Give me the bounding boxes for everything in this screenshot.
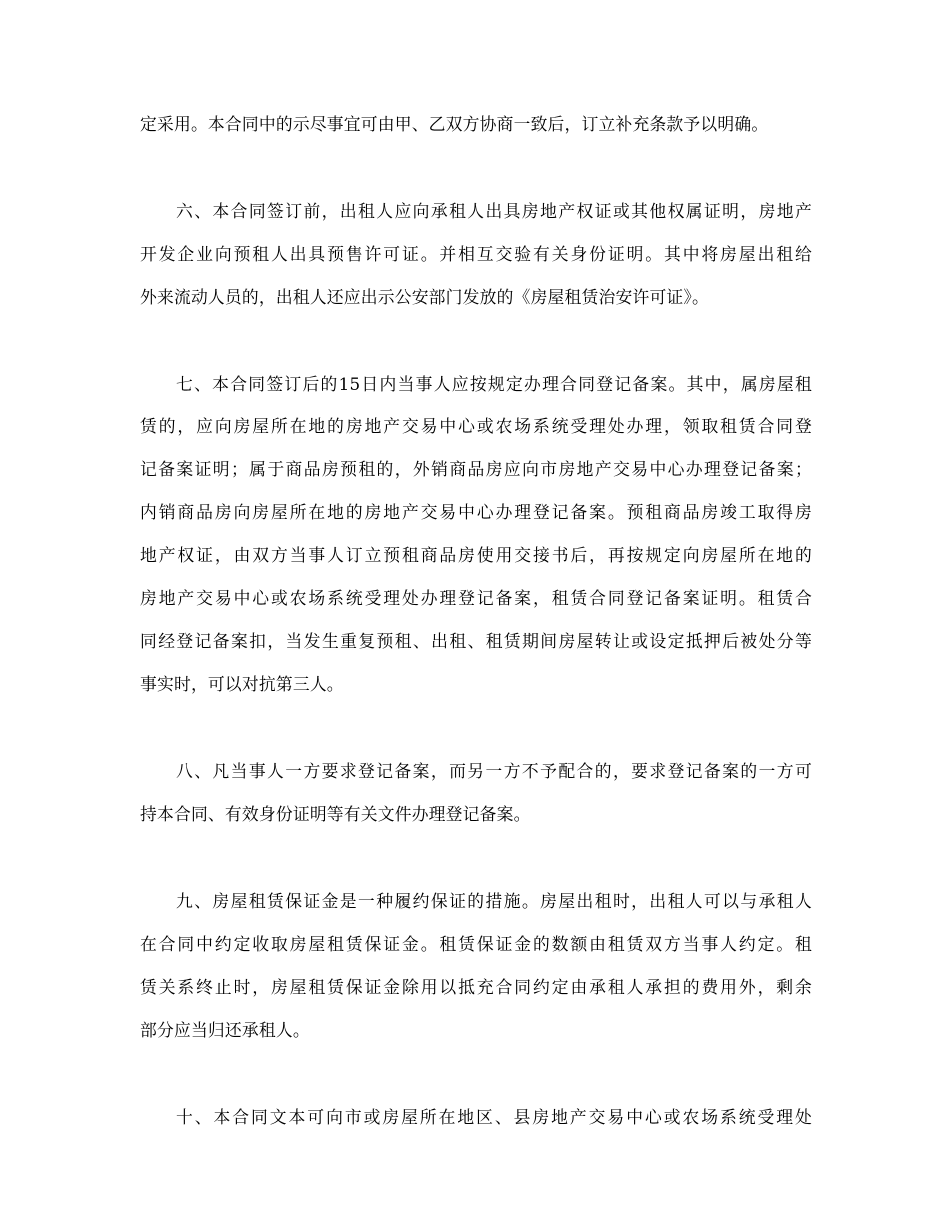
paragraph-7-line-7: 同经登记备案扣，当发生重复预租、出租、租赁期间房屋转让或设定抵押后被处分等 (140, 631, 812, 651)
paragraph-7-line-3: 记备案证明；属于商品房预租的，外销商品房应向市房地产交易中心办理登记备案； (140, 459, 812, 479)
paragraph-9-line-4: 部分应当归还承租人。 (140, 1020, 310, 1040)
paragraph-7-line-6: 房地产交易中心或农场系统受理处办理登记备案，租赁合同登记备案证明。租赁合 (140, 588, 812, 608)
paragraph-8-line-1: 八、凡当事人一方要求登记备案，而另一方不予配合的，要求登记备案的一方可 (176, 761, 812, 781)
paragraph-6-line-3: 外来流动人员的，出租人还应出示公安部门发放的《房屋租赁治安许可证》。 (140, 287, 709, 307)
paragraph-8-line-2: 持本合同、有效身份证明等有关文件办理登记备案。 (140, 804, 531, 824)
paragraph-7-line-2: 赁的，应向房屋所在地的房地产交易中心或农场系统受理处办理，领取租赁合同登 (140, 416, 812, 436)
paragraph-6-line-2: 开发企业向预租人出具预售许可证。并相互交验有关身份证明。其中将房屋出租给 (140, 244, 812, 264)
paragraph-10-line-1: 十、本合同文本可向市或房屋所在地区、县房地产交易中心或农场系统受理处 (176, 1107, 812, 1127)
paragraph-7-line-1: 七、本合同签订后的15日内当事人应按规定办理合同登记备案。其中，属房屋租 (176, 374, 812, 394)
paragraph-9-line-1: 九、房屋租赁保证金是一种履约保证的措施。房屋出租时，出租人可以与承租人 (176, 891, 812, 911)
paragraph-7-line-4: 内销商品房向房屋所在地的房地产交易中心办理登记备案。预租商品房竣工取得房 (140, 502, 812, 522)
paragraph-7-line-8: 事实时，可以对抗第三人。 (140, 674, 344, 694)
paragraph-7-line-5: 地产权证，由双方当事人订立预租商品房使用交接书后，再按规定向房屋所在地的 (140, 545, 812, 565)
paragraph-9-line-3: 赁关系终止时，房屋租赁保证金除用以抵充合同约定由承租人承担的费用外，剩余 (140, 977, 812, 997)
paragraph-9-line-2: 在合同中约定收取房屋租赁保证金。租赁保证金的数额由租赁双方当事人约定。租 (140, 934, 812, 954)
paragraph-6-line-1: 六、本合同签订前，出租人应向承租人出具房地产权证或其他权属证明，房地产 (176, 201, 812, 221)
paragraph-0-line-1: 定采用。本合同中的示尽事宜可由甲、乙双方协商一致后，订立补充条款予以明确。 (140, 114, 769, 134)
